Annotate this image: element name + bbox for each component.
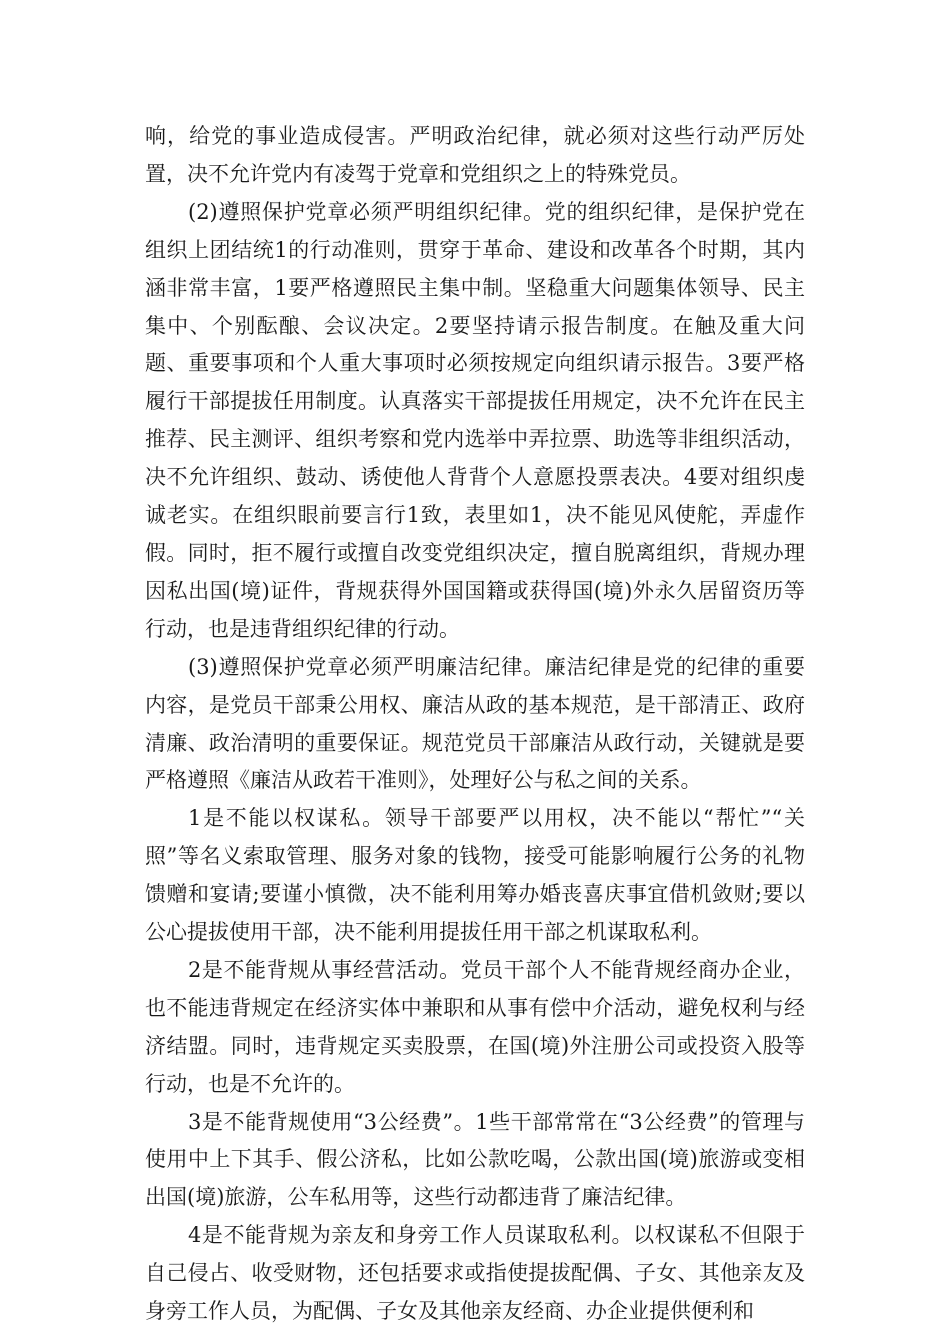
paragraph-point-3: 3是不能背规使用“3公经费”。1些干部常常在“3公经费”的管理与使用中上下其手、假公济私，比如公款吃喝，公款出国(境)旅游或变相出国(境)旅游，公车私用等，这些行动都违背了廉洁纪律。 — [145, 1109, 805, 1210]
paragraph-integrity-discipline: (3)遵照保护党章必须严明廉洁纪律。廉洁纪律是党的纪律的重要内容，是党员干部秉公用权、廉洁从政的基本规范，是干部清正、政府清廉、政治清明的重要保证。规范党员干部廉洁从政行动，关键就是要严格遵照《廉洁从政若干准则》，处理好公与私之间的关系。 — [145, 654, 805, 793]
paragraph-organizational-discipline: (2)遵照保护党章必须严明组织纪律。党的组织纪律，是保护党在组织上团结统1的行动准则，贯穿于革命、建设和改革各个时期，其内涵非常丰富，1要严格遵照民主集中制。坚稳重大问题集体领导、民主集中、个别酝酿、会议决定。2要坚持请示报告制度。在触及重大问题、重要事项和个人重大事项时必须按规定向组织请示报告。3要严格履行干部提拔任用制度。认真落实干部提拔任用规定，决不允许在民主推荐、民主测评、组织考察和党内选举中弄拉票、助选等非组织活动，决不允许组织、鼓动、诱使他人背背个人意愿投票表决。4要对组织虔诚老实。在组织眼前要言行1致，表里如1，决不能见风使舵，弄虚作假。同时，拒不履行或擅自改变党组织决定，擅自脱离组织，背规办理因私出国(境)证件，背规获得外国国籍或获得国(境)外永久居留资历等行动，也是违背组织纪律的行动。 — [145, 199, 805, 641]
paragraph-point-1: 1是不能以权谋私。领导干部要严以用权，决不能以“帮忙”“关照”等名义索取管理、服务对象的钱物，接受可能影响履行公务的礼物馈赠和宴请;要谨小慎微，决不能利用筹办婚丧喜庆事宜借机敛财;要以公心提拔使用干部，决不能利用提拔任用干部之机谋取私利。 — [145, 806, 805, 945]
paragraph-point-4: 4是不能背规为亲友和身旁工作人员谋取私利。以权谋私不但限于自己侵占、收受财物，还包括要求或指使提拔配偶、子女、其他亲友及身旁工作人员，为配偶、子女及其他亲友经商、办企业提供便利和 — [145, 1223, 805, 1324]
document-body — [145, 118, 805, 1331]
paragraph-point-2: 2是不能背规从事经营活动。党员干部个人不能背规经商办企业，也不能违背规定在经济实体中兼职和从事有偿中介活动，避免权利与经济结盟。同时，违背规定买卖股票，在国(境)外注册公司或投资入股等行动，也是不允许的。 — [145, 957, 805, 1096]
paragraph-political-discipline-end: 响，给党的事业造成侵害。严明政治纪律，就必须对这些行动严厉处置，决不允许党内有凌驾于党章和党组织之上的特殊党员。 — [145, 124, 805, 186]
